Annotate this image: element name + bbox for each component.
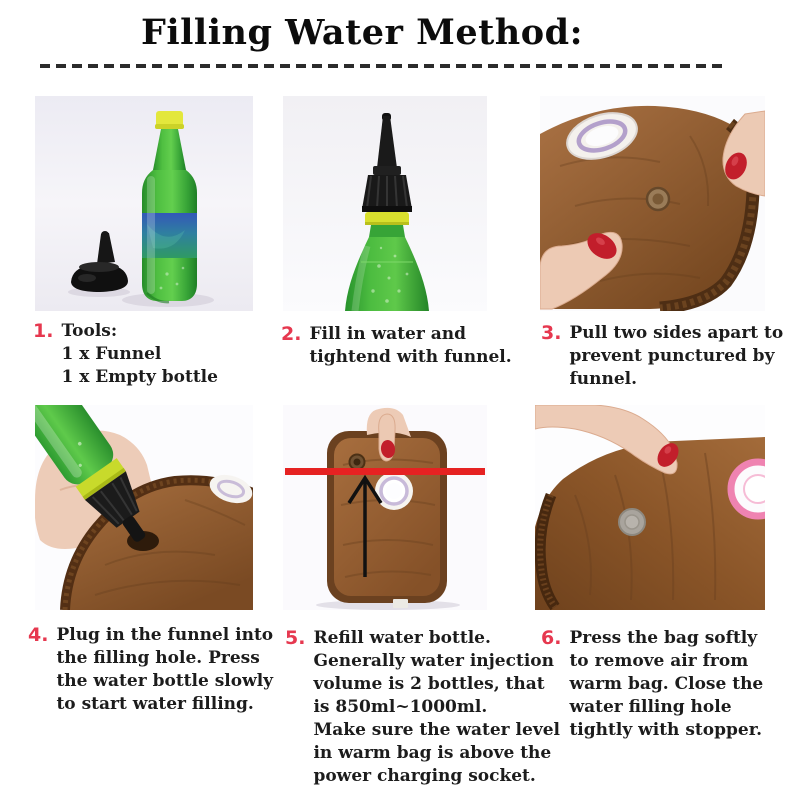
caption-line: funnel. [569,369,638,389]
step-1-caption [33,320,218,389]
photo-step-6-press-bag [535,405,765,610]
caption-line: tightly with stopper. [569,720,763,740]
power-socket [619,509,645,535]
step-5-number: 5. [285,627,306,649]
caption-line: 1 x Empty bottle [61,367,218,387]
photo-step-5-water-level [283,405,487,610]
caption-line: is 850ml~1000ml. [313,697,488,717]
bold-quantity: 2 [410,674,423,694]
caption-line: prevent punctured by [569,346,775,366]
step-2-number: 2. [281,323,302,345]
filling-hole-stopper [375,472,413,510]
filling-hole-stopper [731,462,765,516]
caption-line [313,673,560,696]
caption-line: Press the bag softly [569,628,758,648]
photo-step-1-tools [35,96,253,311]
caption-line: Plug in the funnel into [56,625,274,645]
bag-tag [393,599,408,608]
photo-step-3-pull-sides [540,96,765,311]
step-3-caption [541,322,783,391]
caption-line: Fill in water and [309,324,467,344]
step-4-caption [28,624,273,716]
caption-line: to remove air from [569,651,749,671]
caption-line: to start water filling. [56,694,254,714]
caption-line: water filling hole [569,697,732,717]
caption-text: volume is [313,674,411,694]
caption-line: Pull two sides apart to [569,323,784,343]
caption-line: Tools: [61,321,118,341]
step-1-number: 1. [33,320,54,342]
step-5-caption [285,627,560,788]
step-3-number: 3. [541,322,562,344]
red-water-level-line [285,468,485,475]
photo-step-4-plug-in-funnel [35,405,253,610]
dashed-divider [40,64,724,68]
step-6-caption [541,627,763,742]
caption-line: the water bottle slowly [56,671,274,691]
caption-line: Refill water bottle. [313,628,491,648]
caption-line: the filling hole. Press [56,648,260,668]
power-socket [350,455,365,470]
cap-yellow-ring-shade [365,222,409,225]
caption-line: Generally water injection [313,651,554,671]
caption-line: power charging socket. [313,766,536,786]
power-socket [647,188,669,210]
step-6-number: 6. [541,627,562,649]
step-2-caption [281,323,512,369]
photo-step-2-funnel-on-bottle [283,96,487,311]
caption-line: tightend with funnel. [309,347,512,367]
caption-line: warm bag. Close the [569,674,764,694]
caption-line: Make sure the water level [313,720,560,740]
caption-line: 1 x Funnel [61,344,162,364]
caption-line: in warm bag is above the [313,743,552,763]
step-4-number: 4. [28,624,49,646]
caption-text: bottles, that [422,674,545,694]
page-title: Filling Water Method: [140,12,583,53]
